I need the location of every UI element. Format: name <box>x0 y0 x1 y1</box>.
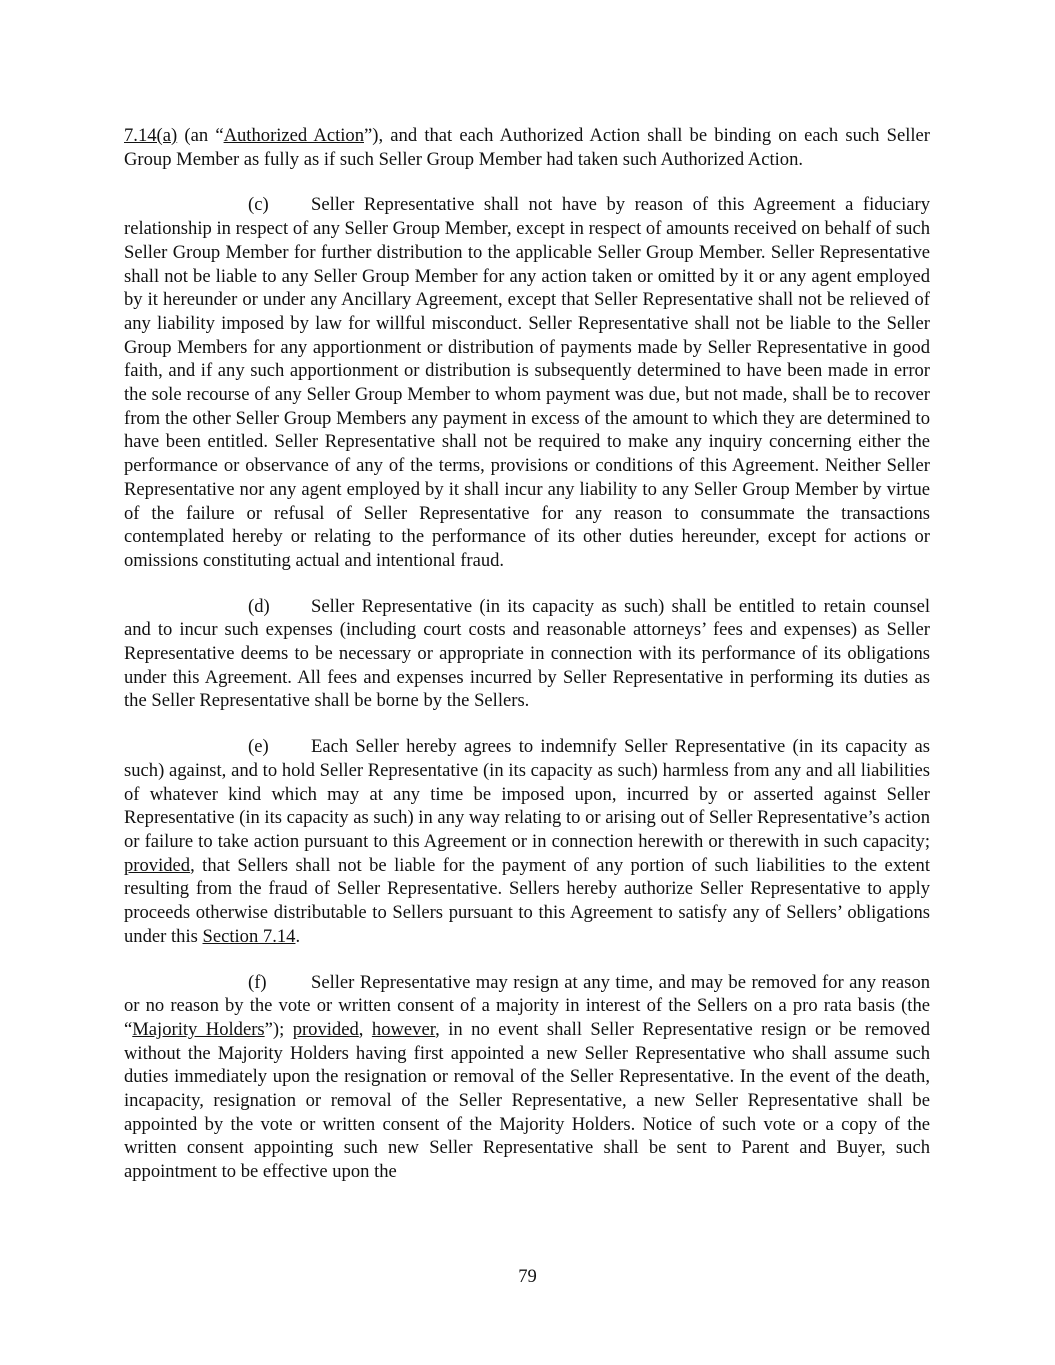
page-number: 79 <box>518 1266 537 1287</box>
underlined-term: provided <box>292 1018 359 1040</box>
paragraph-f <box>124 971 930 1184</box>
paragraph-text: ”); <box>264 1018 293 1040</box>
paragraph-label: (c) <box>248 194 269 216</box>
paragraph-label: (e) <box>248 736 269 758</box>
paragraph-e <box>124 735 930 948</box>
paragraph-text: ”), and that each Authorized Action shall be binding on each such Seller Group Member as fully as if such Seller Group Member had taken such Authorized Action. <box>124 125 930 170</box>
underlined-term: Authorized Action <box>223 125 364 146</box>
paragraph-text: Seller Representative shall not have by reason of this Agreement a fiduciary relationship in respect of any Seller Group Member, except in respect of amounts received on behalf of such Seller Group Member for further distribution to the applicable Seller Group Member. Seller Representative shall not be liable to any Seller Group Member for any action taken or omitted by it or any agent employed by it hereunder or under any Ancillary Agreement, except that Seller Representative shall not be relieved of any liability imposed by law for willful misconduct. Seller Representative shall not be liable to the Seller Group Members for any apportionment or distribution of payments made by Seller Representative in good faith, and if any such apportionment or distribution is subsequently determined to have been made in error the sole recourse of any Seller Group Member to whom payment was due, but not made, shall be to recover from the other Seller Group Members any payment in excess of the amount to which they are determined to have been entitled. Seller Representative shall not be required to make any inquiry concerning either the performance or observance of any of the terms, provisions or conditions of this Agreement. Neither Seller Representative nor any agent employed by it shall incur any liability to any Seller Group Member by virtue of the failure or refusal of Seller Representative for any reason to consummate the transactions contemplated hereby or relating to the performance of its other duties hereunder, except for actions or omissions constituting actual and intentional fraud. <box>124 194 930 571</box>
paragraph-text: , that Sellers shall not be liable for the payment of any portion of such liabilities to the extent resulting from the fraud of Seller Representative. Sellers hereby authorize Seller Representative to apply proceeds otherwise distributable to Sellers pursuant to this Agreement to satisfy any of Sellers’ obligations under this <box>124 854 930 947</box>
paragraph-label: (f) <box>248 971 267 993</box>
document-body <box>124 124 930 1206</box>
underlined-term: Section 7.14 <box>202 925 296 947</box>
paragraph-text: . <box>295 925 301 947</box>
paragraph-continuation <box>124 124 930 171</box>
paragraph-text: Seller Representative may resign at any time, and may be removed for any reason or no reason by the vote or written consent of a majority in interest of the Sellers on a pro rata basis (the “ <box>124 971 930 1040</box>
paragraph-text: , in no event shall Seller Representative resign or be removed without the Majority Holders having first appointed a new Seller Representative who shall assume such duties immediately upon the resignation or removal of the Seller Representative. In the event of the death, incapacity, resignation or removal of the Seller Representative, a new Seller Representative shall be appointed by the vote or written consent of the Majority Holders. Notice of such vote or a copy of the written consent appointing such new Seller Representative shall be sent to Parent and Buyer, such appointment to be effective upon the <box>124 1018 930 1183</box>
underlined-term: however <box>371 1018 436 1040</box>
underlined-term: provided <box>124 854 191 876</box>
paragraph-text: (an “ <box>177 125 224 146</box>
paragraph-text: , <box>358 1018 372 1040</box>
paragraph-d <box>124 595 930 714</box>
paragraph-label: (d) <box>248 595 270 617</box>
paragraph-c <box>124 193 930 572</box>
underlined-term: Majority Holders <box>132 1018 265 1040</box>
underlined-term: 7.14(a) <box>124 125 178 146</box>
paragraph-text: Seller Representative (in its capacity as such) shall be entitled to retain counsel and to incur such expenses (including court costs and reasonable attorneys’ fees and expenses) as Seller Representative deems to be necessary or appropriate in connection with its performance of its obligations under this Agreement. All fees and expenses incurred by Seller Representative in performing its duties as the Seller Representative shall be borne by the Sellers. <box>124 595 930 712</box>
paragraph-text: Each Seller hereby agrees to indemnify Seller Representative (in its capacity as such) against, and to hold Seller Representative (in its capacity as such) harmless from any and all liabilities of whatever kind which may at any time be imposed upon, incurred by or asserted against Seller Representative (in its capacity as such) in any way relating to or arising out of Seller Representative’s action or failure to take action pursuant to this Agreement or in connection herewith or therewith in such capacity; <box>124 736 930 852</box>
